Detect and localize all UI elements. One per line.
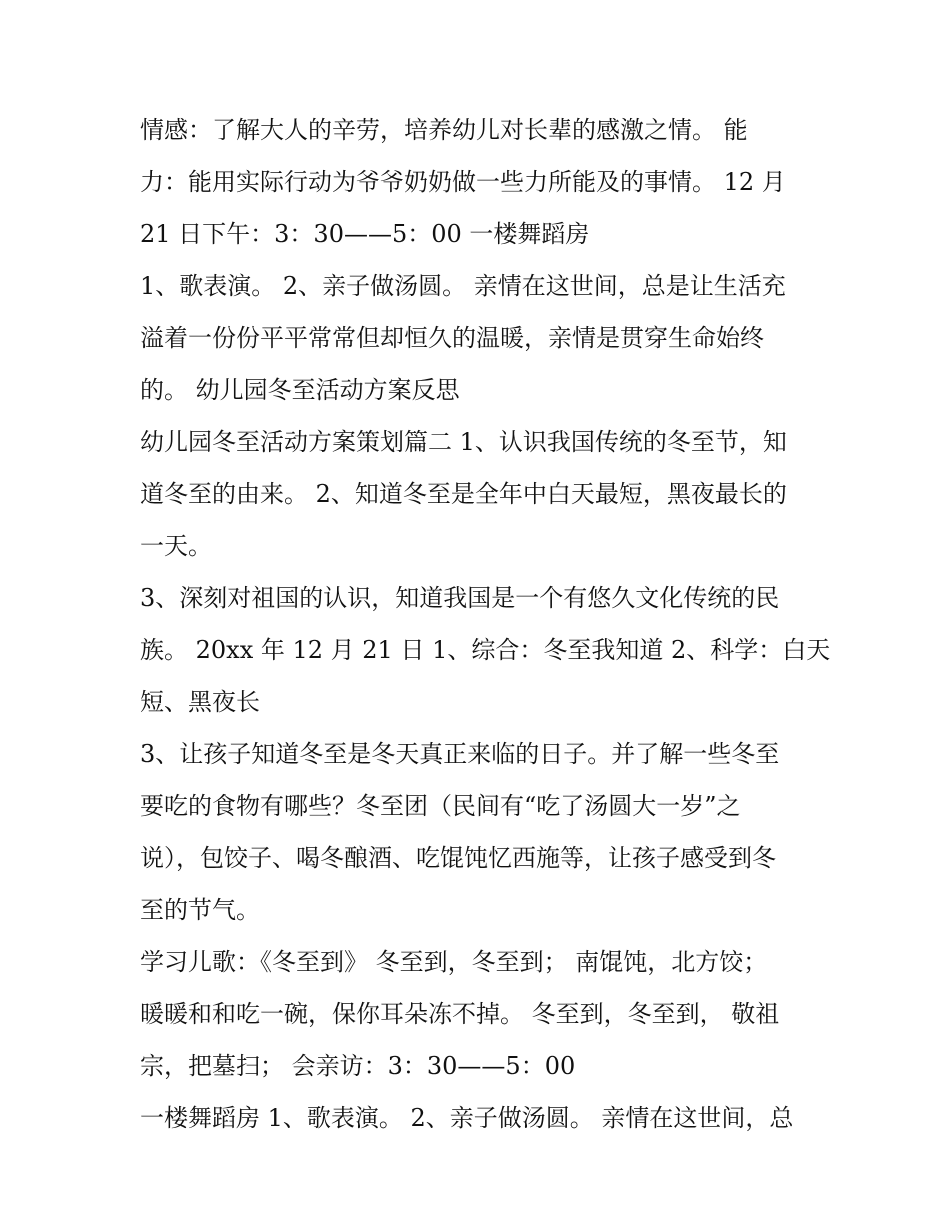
text-line: 至的节气。 [140,896,260,924]
text-line: 力：能用实际行动为爷爷奶奶做一些力所能及的事情。 12 月 [140,168,786,196]
text-line: 要吃的食物有哪些？冬至团（民间有“吃了汤圆大一岁”之 [140,792,741,820]
text-line: 一天。 [140,532,212,560]
text-line: 的。 幼儿园冬至活动方案反思 [140,376,460,404]
text-line: 道冬至的由来。 2、知道冬至是全年中白天最短，黑夜最长的 [140,480,787,508]
text-line: 暖暖和和吃一碗，保你耳朵冻不掉。 冬至到，冬至到， 敬祖 [140,1000,780,1028]
text-line: 短、黑夜长 [140,688,260,716]
text-line: 情感：了解大人的辛劳，培养幼儿对长辈的感激之情。 能 [140,116,748,144]
text-line: 族。 20xx 年 12 月 21 日 1、综合：冬至我知道 2、科学：白天 [140,636,831,664]
text-line: 1、歌表演。 2、亲子做汤圆。 亲情在这世间，总是让生活充 [140,272,786,300]
text-line: 3、让孩子知道冬至是冬天真正来临的日子。并了解一些冬至 [140,740,780,768]
text-line: 宗，把墓扫； 会亲访：3：30——5：00 [140,1052,576,1080]
text-line: 21 日下午：3：30——5：00 一楼舞蹈房 [140,220,590,248]
body-text [140,104,831,1144]
text-line: 说），包饺子、喝冬酿酒、吃馄饨忆西施等，让孩子感受到冬 [140,844,776,872]
text-line: 3、深刻对祖国的认识，知道我国是一个有悠久文化传统的民 [140,584,780,612]
text-line: 溢着一份份平平常常但却恒久的温暖，亲情是贯穿生命始终 [140,324,764,352]
text-line: 一楼舞蹈房 1、歌表演。 2、亲子做汤圆。 亲情在这世间，总 [140,1104,794,1132]
text-line: 幼儿园冬至活动方案策划篇二 1、认识我国传统的冬至节，知 [140,428,787,456]
text-line: 学习儿歌：《冬至到》 冬至到，冬至到； 南馄饨，北方饺； [140,948,768,976]
